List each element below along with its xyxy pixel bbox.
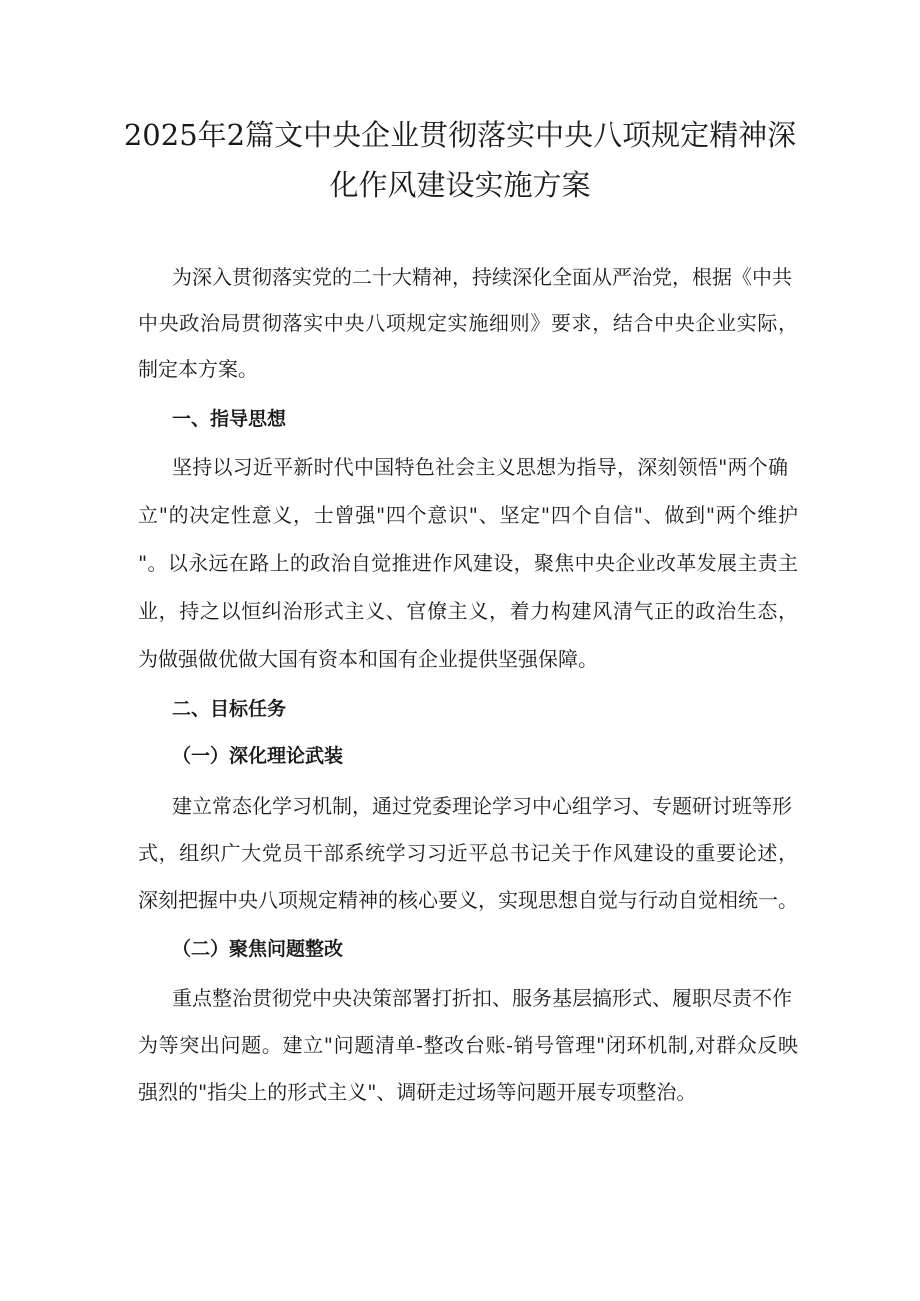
section-2-sub-1-line-1: 建立常态化学习机制，通过党委理论学习中心组学习、专题研讨班等形 <box>172 794 792 818</box>
section-2-heading: 二、目标任务 <box>172 698 287 720</box>
section-2-sub-2-heading: （二）聚焦问题整改 <box>172 938 344 960</box>
section-1-line-2: 立"的决定性意义，士曾强"四个意识"、坚定"四个自信"、做到"两个维护 <box>138 503 798 527</box>
intro-line-3: 制定本方案。 <box>138 357 258 381</box>
section-1-line-5: 为做强做优做大国有资本和国有企业提供坚强保障。 <box>138 647 598 671</box>
section-1-line-1: 坚持以习近平新时代中国特色社会主义思想为指导，深刻领悟"两个确 <box>172 455 788 479</box>
section-2-sub-1-line-3: 深刻把握中央八项规定精神的核心要义，实现思想自觉与行动自觉相统一。 <box>138 888 798 912</box>
section-2-sub-2-line-1: 重点整治贯彻党中央决策部署打折扣、服务基层搞形式、履职尽责不作 <box>172 986 792 1010</box>
section-2-sub-2-line-3: 强烈的"指尖上的形式主义"、调研走过场等问题开展专项整治。 <box>138 1080 697 1104</box>
section-2-sub-1-line-2: 式，组织广大党员干部系统学习习近平总书记关于作风建设的重要论述， <box>138 841 798 865</box>
section-2-sub-2-line-2: 为等突出问题。建立"问题清单-整改台账-销号管理"闭环机制,对群众反映 <box>138 1033 798 1057</box>
intro-line-2: 中央政治局贯彻落实中央八项规定实施细则》要求，结合中央企业实际， <box>138 311 798 335</box>
document-title-line-1: 2025年2篇文中央企业贯彻落实中央八项规定精神深 <box>123 118 797 152</box>
intro-line-1: 为深入贯彻落实党的二十大精神，持续深化全面从严治党，根据《中共 <box>172 265 792 289</box>
document-title-line-2: 化作风建设实施方案 <box>329 168 591 202</box>
section-2-sub-1-heading: （一）深化理论武装 <box>172 745 344 767</box>
section-1-heading: 一、指导思想 <box>172 408 287 430</box>
section-1-line-4: 业，持之以恒纠治形式主义、官僚主义，着力构建风清气正的政治生态， <box>138 599 798 623</box>
section-1-line-3: "。以永远在路上的政治自觉推进作风建设，聚焦中央企业改革发展主责主 <box>138 551 798 575</box>
